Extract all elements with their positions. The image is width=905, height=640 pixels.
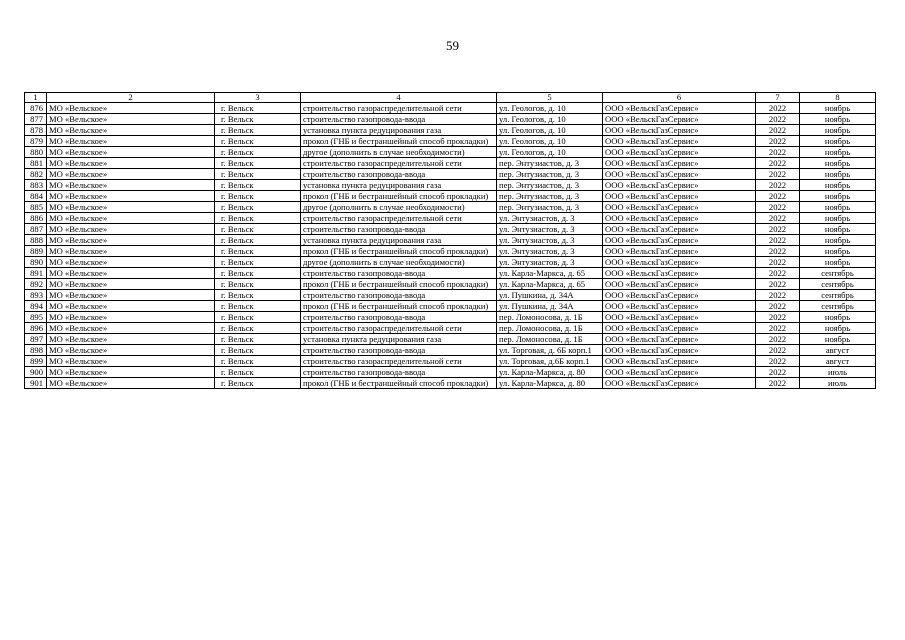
cell-municipality: МО «Вельское»: [47, 268, 215, 279]
column-header-7: 7: [756, 93, 800, 103]
table-row: [25, 323, 876, 334]
cell-row-number: 884: [25, 191, 47, 202]
cell-settlement: г. Вельск: [215, 268, 301, 279]
table-row: [25, 158, 876, 169]
cell-work-type: другое (дополнить в случае необходимости): [301, 202, 497, 213]
cell-settlement: г. Вельск: [215, 169, 301, 180]
cell-work-type: строительство газораспределительной сети: [301, 356, 497, 367]
cell-work-type: строительство газопровода-ввода: [301, 169, 497, 180]
cell-contractor: ООО «ВельскГазСервис»: [603, 136, 756, 147]
cell-contractor: ООО «ВельскГазСервис»: [603, 301, 756, 312]
cell-row-number: 882: [25, 169, 47, 180]
cell-municipality: МО «Вельское»: [47, 345, 215, 356]
cell-work-type: строительство газораспределительной сети: [301, 213, 497, 224]
cell-year: 2022: [756, 213, 800, 224]
cell-work-type: строительство газопровода-ввода: [301, 290, 497, 301]
cell-month: ноябрь: [800, 334, 876, 345]
cell-address: пер. Энтузиастов, д. 3: [497, 169, 603, 180]
cell-contractor: ООО «ВельскГазСервис»: [603, 224, 756, 235]
cell-month: август: [800, 345, 876, 356]
cell-work-type: другое (дополнить в случае необходимости): [301, 257, 497, 268]
cell-settlement: г. Вельск: [215, 378, 301, 389]
cell-contractor: ООО «ВельскГазСервис»: [603, 114, 756, 125]
cell-municipality: МО «Вельское»: [47, 191, 215, 202]
works-table: [24, 92, 876, 389]
table-row: [25, 334, 876, 345]
cell-work-type: прокол (ГНБ и бестраншейный способ прокладки): [301, 279, 497, 290]
cell-address: ул. Карла-Маркса, д. 65: [497, 279, 603, 290]
table-row: [25, 169, 876, 180]
cell-address: ул. Энтузиастов, д. 3: [497, 246, 603, 257]
cell-settlement: г. Вельск: [215, 136, 301, 147]
cell-month: ноябрь: [800, 202, 876, 213]
cell-month: ноябрь: [800, 235, 876, 246]
cell-settlement: г. Вельск: [215, 323, 301, 334]
cell-municipality: МО «Вельское»: [47, 334, 215, 345]
cell-row-number: 894: [25, 301, 47, 312]
cell-contractor: ООО «ВельскГазСервис»: [603, 103, 756, 114]
cell-municipality: МО «Вельское»: [47, 147, 215, 158]
cell-row-number: 887: [25, 224, 47, 235]
cell-municipality: МО «Вельское»: [47, 246, 215, 257]
cell-municipality: МО «Вельское»: [47, 224, 215, 235]
cell-address: пер. Ломоносова, д. 1Б: [497, 312, 603, 323]
cell-settlement: г. Вельск: [215, 290, 301, 301]
cell-address: ул. Геологов, д. 10: [497, 136, 603, 147]
cell-month: ноябрь: [800, 213, 876, 224]
cell-year: 2022: [756, 125, 800, 136]
cell-month: ноябрь: [800, 114, 876, 125]
cell-row-number: 898: [25, 345, 47, 356]
cell-year: 2022: [756, 356, 800, 367]
cell-contractor: ООО «ВельскГазСервис»: [603, 378, 756, 389]
cell-settlement: г. Вельск: [215, 301, 301, 312]
cell-municipality: МО «Вельское»: [47, 213, 215, 224]
cell-year: 2022: [756, 169, 800, 180]
cell-year: 2022: [756, 323, 800, 334]
cell-contractor: ООО «ВельскГазСервис»: [603, 334, 756, 345]
cell-settlement: г. Вельск: [215, 202, 301, 213]
cell-address: пер. Энтузиастов, д. 3: [497, 180, 603, 191]
cell-row-number: 901: [25, 378, 47, 389]
cell-municipality: МО «Вельское»: [47, 312, 215, 323]
table-row: [25, 257, 876, 268]
cell-settlement: г. Вельск: [215, 147, 301, 158]
cell-month: ноябрь: [800, 323, 876, 334]
table-row: [25, 235, 876, 246]
cell-work-type: прокол (ГНБ и бестраншейный способ прокладки): [301, 301, 497, 312]
table-row: [25, 279, 876, 290]
cell-address: ул. Энтузиастов, д. 3: [497, 235, 603, 246]
cell-row-number: 889: [25, 246, 47, 257]
cell-settlement: г. Вельск: [215, 125, 301, 136]
cell-municipality: МО «Вельское»: [47, 125, 215, 136]
cell-month: сентябрь: [800, 268, 876, 279]
cell-row-number: 876: [25, 103, 47, 114]
cell-work-type: прокол (ГНБ и бестраншейный способ прокладки): [301, 191, 497, 202]
cell-work-type: прокол (ГНБ и бестраншейный способ прокладки): [301, 136, 497, 147]
cell-year: 2022: [756, 202, 800, 213]
cell-address: ул. Торговая, д. 6Б корп.1: [497, 345, 603, 356]
table-row: [25, 268, 876, 279]
cell-row-number: 893: [25, 290, 47, 301]
cell-work-type: другое (дополнить в случае необходимости): [301, 147, 497, 158]
cell-municipality: МО «Вельское»: [47, 114, 215, 125]
cell-work-type: строительство газопровода-ввода: [301, 114, 497, 125]
table-body: [25, 103, 876, 389]
cell-month: ноябрь: [800, 191, 876, 202]
cell-year: 2022: [756, 334, 800, 345]
cell-contractor: ООО «ВельскГазСервис»: [603, 191, 756, 202]
cell-contractor: ООО «ВельскГазСервис»: [603, 323, 756, 334]
table-row: [25, 312, 876, 323]
cell-work-type: установка пункта редуцирования газа: [301, 180, 497, 191]
cell-contractor: ООО «ВельскГазСервис»: [603, 202, 756, 213]
column-header-5: 5: [497, 93, 603, 103]
cell-address: пер. Ломоносова, д. 1Б: [497, 323, 603, 334]
cell-settlement: г. Вельск: [215, 235, 301, 246]
cell-year: 2022: [756, 114, 800, 125]
cell-address: ул. Геологов, д. 10: [497, 114, 603, 125]
cell-work-type: строительство газораспределительной сети: [301, 323, 497, 334]
table-row: [25, 125, 876, 136]
cell-municipality: МО «Вельское»: [47, 367, 215, 378]
cell-contractor: ООО «ВельскГазСервис»: [603, 356, 756, 367]
cell-work-type: строительство газопровода-ввода: [301, 367, 497, 378]
cell-year: 2022: [756, 103, 800, 114]
cell-contractor: ООО «ВельскГазСервис»: [603, 235, 756, 246]
cell-year: 2022: [756, 246, 800, 257]
cell-year: 2022: [756, 301, 800, 312]
cell-month: ноябрь: [800, 246, 876, 257]
table-row: [25, 103, 876, 114]
cell-municipality: МО «Вельское»: [47, 290, 215, 301]
cell-address: ул. Энтузиастов, д. 3: [497, 257, 603, 268]
cell-address: ул. Карла-Маркса, д. 80: [497, 367, 603, 378]
column-header-3: 3: [215, 93, 301, 103]
cell-settlement: г. Вельск: [215, 213, 301, 224]
cell-address: пер. Энтузиастов, д. 3: [497, 191, 603, 202]
cell-year: 2022: [756, 235, 800, 246]
cell-row-number: 895: [25, 312, 47, 323]
cell-contractor: ООО «ВельскГазСервис»: [603, 169, 756, 180]
cell-year: 2022: [756, 345, 800, 356]
column-header-8: 8: [800, 93, 876, 103]
cell-row-number: 883: [25, 180, 47, 191]
column-header-4: 4: [301, 93, 497, 103]
cell-municipality: МО «Вельское»: [47, 323, 215, 334]
cell-work-type: прокол (ГНБ и бестраншейный способ прокладки): [301, 246, 497, 257]
cell-year: 2022: [756, 224, 800, 235]
cell-year: 2022: [756, 147, 800, 158]
table-row: [25, 114, 876, 125]
table-row: [25, 345, 876, 356]
table-row: [25, 301, 876, 312]
cell-municipality: МО «Вельское»: [47, 301, 215, 312]
cell-settlement: г. Вельск: [215, 257, 301, 268]
cell-month: ноябрь: [800, 147, 876, 158]
cell-contractor: ООО «ВельскГазСервис»: [603, 367, 756, 378]
cell-year: 2022: [756, 378, 800, 389]
cell-municipality: МО «Вельское»: [47, 202, 215, 213]
cell-year: 2022: [756, 180, 800, 191]
column-header-2: 2: [47, 93, 215, 103]
cell-municipality: МО «Вельское»: [47, 158, 215, 169]
cell-contractor: ООО «ВельскГазСервис»: [603, 125, 756, 136]
cell-contractor: ООО «ВельскГазСервис»: [603, 147, 756, 158]
cell-address: ул. Энтузиастов, д. 3: [497, 213, 603, 224]
column-header-1: 1: [25, 93, 47, 103]
cell-municipality: МО «Вельское»: [47, 378, 215, 389]
cell-address: пер. Ломоносова, д. 1Б: [497, 334, 603, 345]
cell-month: ноябрь: [800, 169, 876, 180]
cell-settlement: г. Вельск: [215, 191, 301, 202]
cell-row-number: 899: [25, 356, 47, 367]
cell-row-number: 900: [25, 367, 47, 378]
table-header: [25, 93, 876, 103]
cell-month: ноябрь: [800, 257, 876, 268]
cell-work-type: строительство газопровода-ввода: [301, 345, 497, 356]
cell-month: ноябрь: [800, 180, 876, 191]
cell-municipality: МО «Вельское»: [47, 235, 215, 246]
cell-row-number: 878: [25, 125, 47, 136]
cell-address: пер. Энтузиастов, д. 3: [497, 158, 603, 169]
cell-month: ноябрь: [800, 125, 876, 136]
cell-year: 2022: [756, 279, 800, 290]
cell-row-number: 877: [25, 114, 47, 125]
cell-contractor: ООО «ВельскГазСервис»: [603, 345, 756, 356]
cell-month: ноябрь: [800, 312, 876, 323]
cell-municipality: МО «Вельское»: [47, 356, 215, 367]
table-row: [25, 246, 876, 257]
table-row: [25, 202, 876, 213]
cell-row-number: 896: [25, 323, 47, 334]
cell-month: сентябрь: [800, 301, 876, 312]
cell-row-number: 890: [25, 257, 47, 268]
cell-work-type: строительство газопровода-ввода: [301, 268, 497, 279]
cell-municipality: МО «Вельское»: [47, 180, 215, 191]
cell-contractor: ООО «ВельскГазСервис»: [603, 158, 756, 169]
cell-work-type: строительство газораспределительной сети: [301, 158, 497, 169]
cell-year: 2022: [756, 257, 800, 268]
cell-year: 2022: [756, 136, 800, 147]
table-row: [25, 191, 876, 202]
cell-month: август: [800, 356, 876, 367]
cell-row-number: 888: [25, 235, 47, 246]
table-row: [25, 180, 876, 191]
cell-settlement: г. Вельск: [215, 158, 301, 169]
cell-settlement: г. Вельск: [215, 279, 301, 290]
cell-month: ноябрь: [800, 103, 876, 114]
cell-month: ноябрь: [800, 158, 876, 169]
cell-year: 2022: [756, 158, 800, 169]
cell-row-number: 897: [25, 334, 47, 345]
table-row: [25, 290, 876, 301]
table-row: [25, 356, 876, 367]
cell-contractor: ООО «ВельскГазСервис»: [603, 257, 756, 268]
cell-address: ул. Торговая, д.6Б корп.1: [497, 356, 603, 367]
cell-settlement: г. Вельск: [215, 356, 301, 367]
cell-contractor: ООО «ВельскГазСервис»: [603, 312, 756, 323]
cell-contractor: ООО «ВельскГазСервис»: [603, 213, 756, 224]
cell-settlement: г. Вельск: [215, 334, 301, 345]
cell-settlement: г. Вельск: [215, 367, 301, 378]
cell-row-number: 892: [25, 279, 47, 290]
cell-municipality: МО «Вельское»: [47, 103, 215, 114]
cell-year: 2022: [756, 312, 800, 323]
table-row: [25, 378, 876, 389]
cell-row-number: 880: [25, 147, 47, 158]
cell-year: 2022: [756, 268, 800, 279]
cell-address: ул. Карла-Маркса, д. 65: [497, 268, 603, 279]
cell-address: ул. Энтузиастов, д. 3: [497, 224, 603, 235]
cell-month: ноябрь: [800, 136, 876, 147]
cell-year: 2022: [756, 367, 800, 378]
cell-month: ноябрь: [800, 224, 876, 235]
cell-work-type: установка пункта редуцирования газа: [301, 235, 497, 246]
cell-row-number: 885: [25, 202, 47, 213]
cell-year: 2022: [756, 290, 800, 301]
table-row: [25, 213, 876, 224]
cell-settlement: г. Вельск: [215, 224, 301, 235]
cell-municipality: МО «Вельское»: [47, 169, 215, 180]
cell-address: ул. Геологов, д. 10: [497, 125, 603, 136]
cell-row-number: 879: [25, 136, 47, 147]
cell-address: ул. Геологов, д. 10: [497, 147, 603, 158]
table-row: [25, 147, 876, 158]
cell-settlement: г. Вельск: [215, 180, 301, 191]
page-number: 59: [446, 38, 459, 53]
cell-work-type: прокол (ГНБ и бестраншейный способ прокладки): [301, 378, 497, 389]
table-row: [25, 367, 876, 378]
cell-settlement: г. Вельск: [215, 103, 301, 114]
cell-address: ул. Пушкина, д. 34А: [497, 301, 603, 312]
cell-settlement: г. Вельск: [215, 114, 301, 125]
cell-address: ул. Карла-Маркса, д. 80: [497, 378, 603, 389]
cell-contractor: ООО «ВельскГазСервис»: [603, 180, 756, 191]
table-row: [25, 136, 876, 147]
cell-work-type: строительство газопровода-ввода: [301, 312, 497, 323]
cell-contractor: ООО «ВельскГазСервис»: [603, 268, 756, 279]
cell-settlement: г. Вельск: [215, 345, 301, 356]
cell-work-type: установка пункта редуцирования газа: [301, 125, 497, 136]
cell-work-type: строительство газопровода-ввода: [301, 224, 497, 235]
cell-month: июль: [800, 378, 876, 389]
cell-month: сентябрь: [800, 290, 876, 301]
cell-work-type: установка пункта редуцирования газа: [301, 334, 497, 345]
cell-municipality: МО «Вельское»: [47, 279, 215, 290]
cell-address: ул. Геологов, д. 10: [497, 103, 603, 114]
header-row: [25, 93, 876, 103]
cell-municipality: МО «Вельское»: [47, 257, 215, 268]
cell-row-number: 886: [25, 213, 47, 224]
cell-month: сентябрь: [800, 279, 876, 290]
cell-month: июль: [800, 367, 876, 378]
cell-municipality: МО «Вельское»: [47, 136, 215, 147]
cell-settlement: г. Вельск: [215, 246, 301, 257]
cell-row-number: 881: [25, 158, 47, 169]
cell-contractor: ООО «ВельскГазСервис»: [603, 246, 756, 257]
column-header-6: 6: [603, 93, 756, 103]
cell-contractor: ООО «ВельскГазСервис»: [603, 290, 756, 301]
cell-row-number: 891: [25, 268, 47, 279]
cell-settlement: г. Вельск: [215, 312, 301, 323]
cell-address: ул. Пушкина, д. 34А: [497, 290, 603, 301]
cell-work-type: строительство газораспределительной сети: [301, 103, 497, 114]
cell-year: 2022: [756, 191, 800, 202]
table-row: [25, 224, 876, 235]
cell-address: пер. Энтузиастов, д. 3: [497, 202, 603, 213]
cell-contractor: ООО «ВельскГазСервис»: [603, 279, 756, 290]
